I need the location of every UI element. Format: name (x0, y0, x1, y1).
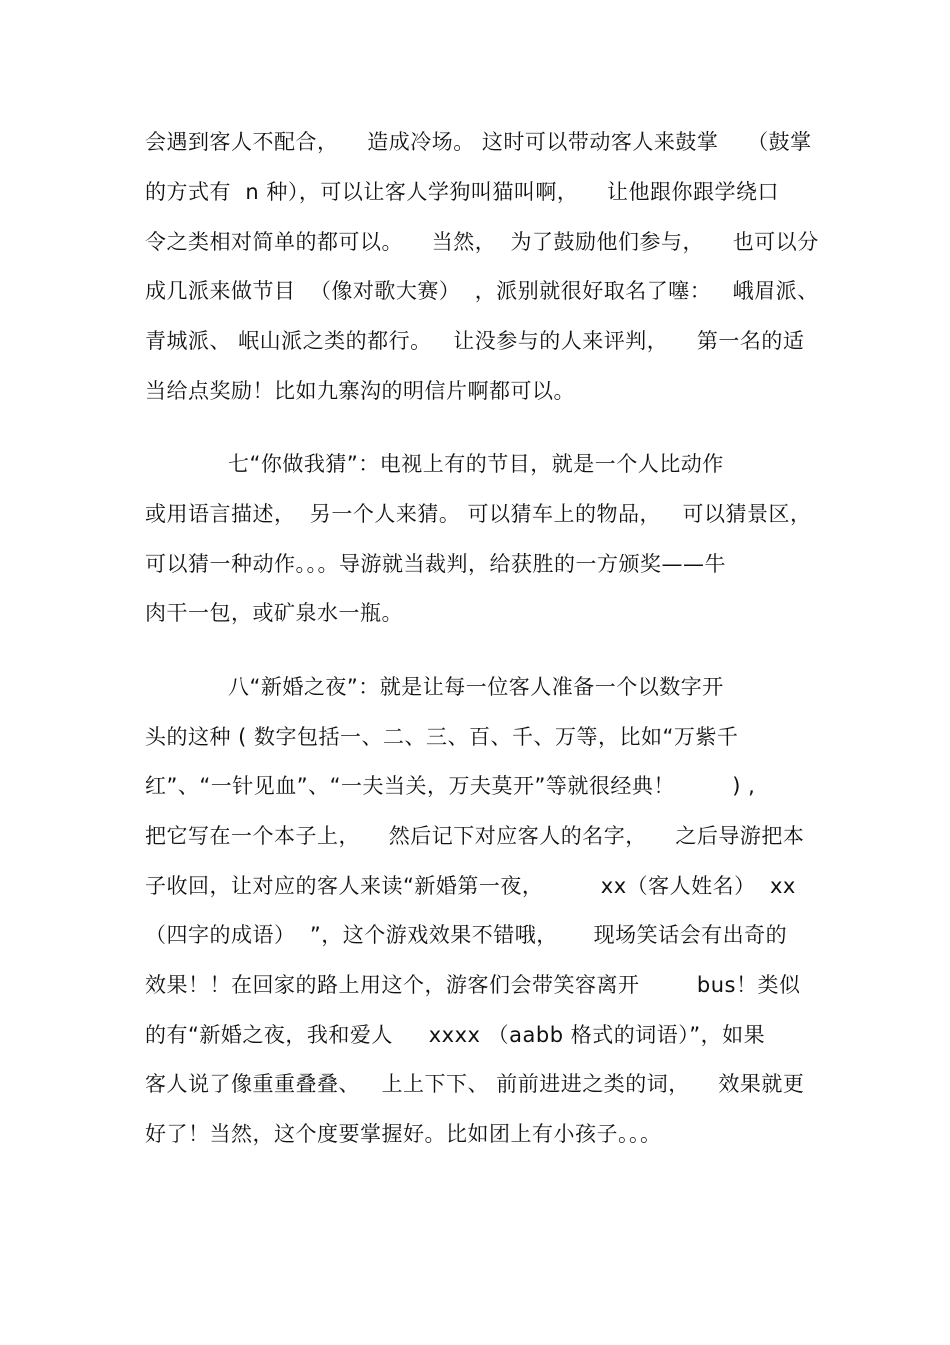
paragraph-3-line-9: 客人说了像重重叠叠、 上上下下、 前前进进之类的词， 效果就更 (145, 1072, 805, 1096)
paragraph-1-line-4: 成几派来做节目 （像对歌大赛） ，派别就很好取名了噻： 峨眉派、 (145, 279, 819, 303)
paragraph-1-line-3: 令之类相对简单的都可以。 当然， 为了鼓励他们参与， 也可以分 (145, 230, 819, 254)
paragraph-2-line-4: 肉干一包，或矿泉水一瓶。 (145, 601, 403, 625)
paragraph-3-line-3: 红”、“一针见血”、“一夫当关，万夫莫开”等就很经典！ ) , (145, 774, 756, 798)
paragraph-3-line-1: 八“新婚之夜”：就是让每一位客人准备一个以数字开 (228, 675, 724, 699)
paragraph-2-line-2: 或用语言描述， 另一个人来猜。 可以猜车上的物品， 可以猜景区， (145, 502, 812, 526)
paragraph-1-line-1: 会遇到客人不配合， 造成冷场。 这时可以带动客人来鼓掌 （鼓掌 (145, 130, 812, 154)
paragraph-3-line-6: （四字的成语） ”，这个游戏效果不错哦， 现场笑话会有出奇的 (145, 923, 788, 947)
paragraph-3-line-2: 头的这种 ( 数字包括一、二、三、百、千、万等，比如“万紫千 (145, 725, 739, 749)
paragraph-3-line-10: 好了！当然，这个度要掌握好。比如团上有小孩子。。。 (145, 1122, 662, 1146)
paragraph-1-line-2: 的方式有 n 种），可以让客人学狗叫猫叫啊， 让他跟你跟学绕口 (145, 180, 780, 204)
paragraph-1-line-5: 青城派、 岷山派之类的都行。 让没参与的人来评判， 第一名的适 (145, 329, 805, 353)
paragraph-3-line-4: 把它写在一个本子上， 然后记下对应客人的名字， 之后导游把本 (145, 824, 805, 848)
paragraph-1-line-6: 当给点奖励！比如九寨沟的明信片啊都可以。 (145, 379, 575, 403)
paragraph-3-line-7: 效果！！在回家的路上用这个，游客们会带笑容离开 bus！类似 (145, 973, 801, 997)
paragraph-2-line-1: 七“你做我猜”：电视上有的节目，就是一个人比动作 (228, 452, 724, 476)
paragraph-2-line-3: 可以猜一种动作。。。导游就当裁判，给获胜的一方颁奖——牛 (145, 552, 726, 576)
paragraph-3-line-5: 子收回，让对应的客人来读“新婚第一夜， xx（客人姓名） xx (145, 874, 796, 898)
paragraph-3-line-8: 的有“新婚之夜，我和爱人 xxxx （aabb 格式的词语）”，如果 (145, 1023, 766, 1047)
